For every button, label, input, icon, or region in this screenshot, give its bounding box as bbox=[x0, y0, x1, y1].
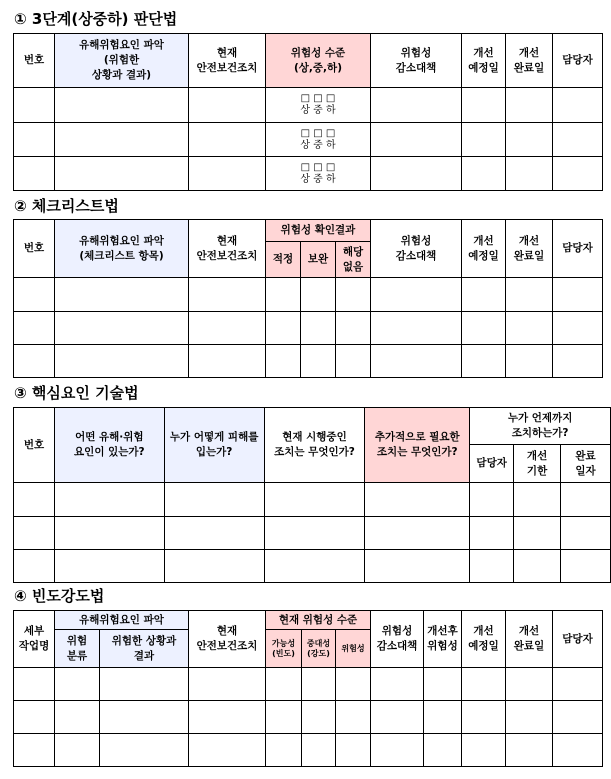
header-supplement: 보완 bbox=[301, 242, 336, 278]
header-proper: 적정 bbox=[266, 242, 301, 278]
header-hazard: 유해위험요인 파악 (체크리스트 항목) bbox=[55, 220, 189, 278]
table-row bbox=[14, 701, 603, 734]
section3-title: ③ 핵심요인 기술법 bbox=[14, 384, 139, 402]
header-task-name: 세부 작업명 bbox=[14, 611, 55, 668]
header-risk-class: 위험 분류 bbox=[55, 630, 100, 668]
header-owner: 담당자 bbox=[553, 220, 603, 278]
risk-level-checkbox-group[interactable]: □ □ □ 상 중 하 bbox=[266, 88, 371, 123]
header-risk-level: 위험성 수준 (상,중,하) bbox=[266, 34, 371, 88]
header-owner: 담당자 bbox=[470, 445, 514, 483]
table-row bbox=[14, 517, 611, 550]
header-completion-date: 완료 일자 bbox=[561, 445, 611, 483]
table-row bbox=[14, 483, 611, 517]
header-risk-reduction: 위험성 감소대책 bbox=[371, 34, 462, 88]
header-who-when: 누가 언제까지 조치하는가? bbox=[470, 408, 611, 445]
header-risk: 위험성 bbox=[336, 630, 371, 668]
table-row bbox=[14, 345, 603, 378]
header-hazard: 유해위험요인 파악 (위험한 상황과 결과) bbox=[55, 34, 189, 88]
header-current-risk-level: 현재 위험성 수준 bbox=[266, 611, 371, 630]
header-owner: 담당자 bbox=[553, 611, 603, 668]
table-row bbox=[14, 88, 603, 123]
header-no: 번호 bbox=[14, 34, 55, 88]
risk-level-checkbox-group[interactable]: □ □ □ 상 중 하 bbox=[266, 157, 371, 191]
header-risk-reduction: 위험성 감소대책 bbox=[371, 611, 424, 668]
header-current-action: 현재 시행중인 조치는 무엇인가? bbox=[264, 408, 365, 483]
section4-table bbox=[13, 610, 603, 767]
header-situation: 위험한 상황과 결과 bbox=[100, 630, 189, 668]
header-no: 번호 bbox=[14, 408, 55, 483]
header-completion-date: 개선 완료일 bbox=[506, 34, 553, 88]
header-planned-date: 개선 예정일 bbox=[462, 220, 506, 278]
table-row bbox=[14, 278, 603, 312]
header-completion-date: 개선 완료일 bbox=[506, 611, 553, 668]
table-row bbox=[14, 157, 603, 191]
table-row bbox=[14, 734, 603, 767]
header-deadline: 개선 기한 bbox=[514, 445, 561, 483]
header-planned-date: 개선 예정일 bbox=[462, 611, 506, 668]
header-current-measures: 현재 안전보건조치 bbox=[189, 220, 266, 278]
header-completion-date: 개선 완료일 bbox=[506, 220, 553, 278]
header-planned-date: 개선 예정일 bbox=[462, 34, 506, 88]
header-likelihood: 가능성 (빈도) bbox=[266, 630, 302, 668]
header-what-hazard: 어떤 유해·위험 요인이 있는가? bbox=[54, 408, 164, 483]
header-no: 번호 bbox=[14, 220, 55, 278]
header-current-measures: 현재 안전보건조치 bbox=[189, 611, 266, 668]
section1-table bbox=[13, 33, 603, 191]
section1-title: ① 3단계(상중하) 판단법 bbox=[14, 10, 178, 28]
section3-table bbox=[13, 407, 611, 583]
header-hazard: 유해위험요인 파악 bbox=[55, 611, 189, 630]
section2-title: ② 체크리스트법 bbox=[14, 197, 119, 215]
risk-level-checkbox-group[interactable]: □ □ □ 상 중 하 bbox=[266, 123, 371, 157]
header-owner: 담당자 bbox=[553, 34, 603, 88]
header-severity: 중대성 (강도) bbox=[302, 630, 336, 668]
header-not-applicable: 해당 없음 bbox=[336, 242, 371, 278]
section2-table bbox=[13, 219, 603, 378]
table-row bbox=[14, 123, 603, 157]
header-risk-check-result: 위험성 확인결과 bbox=[266, 220, 371, 242]
table-row bbox=[14, 668, 603, 701]
header-risk-reduction: 위험성 감소대책 bbox=[371, 220, 462, 278]
header-current-measures: 현재 안전보건조치 bbox=[189, 34, 266, 88]
header-additional-action: 추가적으로 필요한 조치는 무엇인가? bbox=[365, 408, 470, 483]
section4-title: ④ 빈도강도법 bbox=[14, 587, 105, 605]
table-row bbox=[14, 550, 611, 583]
header-who-harmed: 누가 어떻게 피해를 입는가? bbox=[164, 408, 264, 483]
header-post-improvement-risk: 개선후 위험성 bbox=[424, 611, 462, 668]
table-row bbox=[14, 312, 603, 345]
